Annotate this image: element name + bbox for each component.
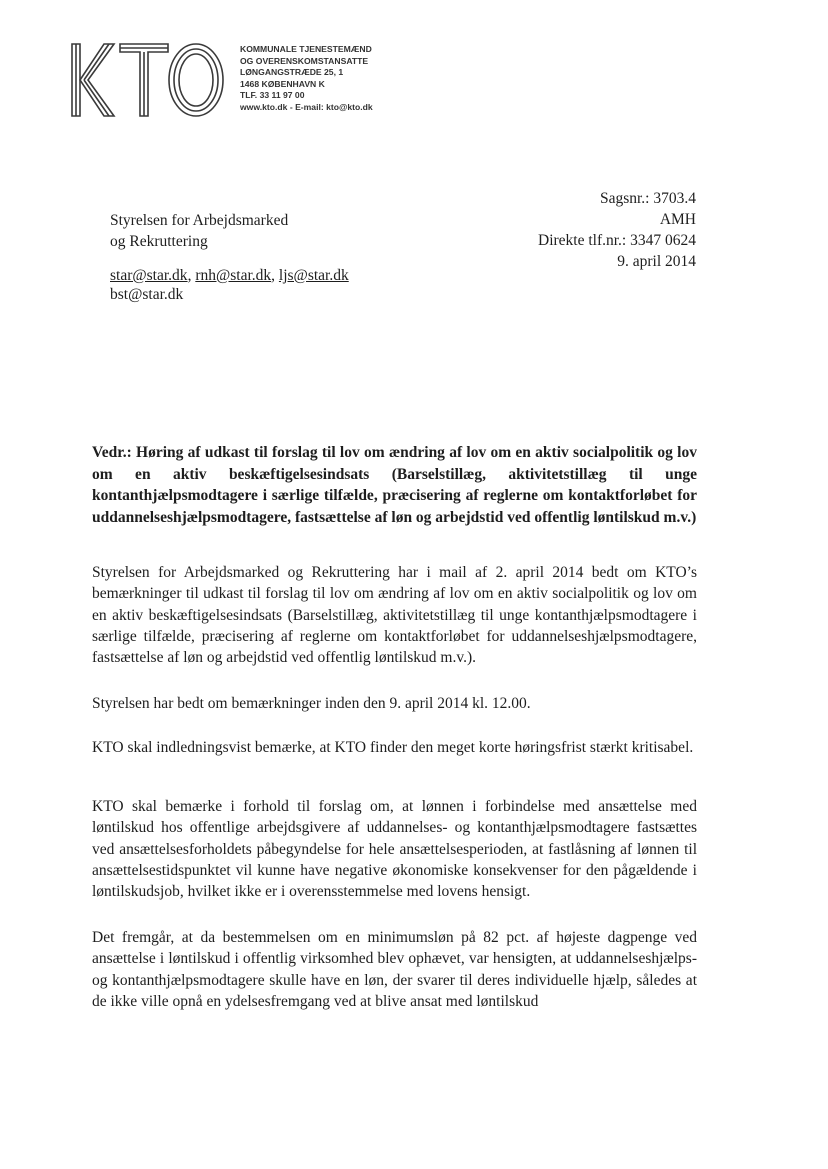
- email-link[interactable]: rnh@star.dk: [195, 267, 272, 284]
- email-link[interactable]: star@star.dk: [110, 267, 188, 284]
- recipient-line: Styrelsen for Arbejdsmarked: [110, 212, 289, 229]
- org-line: TLF. 33 11 97 00: [240, 90, 305, 100]
- recipient-line: og Rekruttering: [110, 233, 208, 250]
- org-address-block: [240, 44, 373, 113]
- initials: AMH: [659, 211, 696, 228]
- recipient-block: [110, 210, 288, 252]
- body-paragraph: Det fremgår, at da bestemmelsen om en minimumsløn på 82 pct. af højeste dagpenge ved ansættelse i løntilskud i offentlig virksomhed blev ophævet, var hensigten, at uddannelseshjælps- og kontanthjælpsmodtagere skulle have en løn, der svarer til deres individuelle hjælp, således at de ikke ville opnå en ydelsesfremgang ved at blive ansat med løntilskud: [92, 929, 697, 1010]
- org-line: 1468 KØBENHAVN K: [240, 78, 325, 89]
- case-number: Sagsnr.: 3703.4: [599, 190, 696, 207]
- direct-phone: Direkte tlf.nr.: 3347 0624: [538, 232, 696, 249]
- letter-date: 9. april 2014: [617, 253, 696, 270]
- org-line: KOMMUNALE TJENESTEMÆND: [240, 44, 372, 54]
- kto-logo: [68, 40, 228, 120]
- email-link[interactable]: ljs@star.dk: [278, 267, 349, 284]
- subject-heading: Vedr.: Høring af udkast til forslag til lov om ændring af lov om en aktiv socialpolitik og lov om en aktiv beskæftigelsesindsats (Barselstillæg, aktivitetstillæg til unge kontanthjælpsmodtagere i særlige tilfælde, præcisering af reglerne om kontaktforløbet for uddannelseshjælpsmodtagere, fastsættelse af løn og arbejdstid ved offentlig løntilskud m.v.): [92, 444, 697, 526]
- body-paragraph: KTO skal bemærke i forhold til forslag om, at lønnen i forbindelse med ansættelse med løntilskud hos offentlige arbejdsgivere af uddannelses- og kontanthjælpsmodtagere fastsættes ved ansættelsesforholdets påbegyndelse for hele ansættelsesperioden, at fastlåsning af lønnen til ansættelsestidspunktet vil kunne have negative økonomiske konsekvenser for den pågældende i løntilskudsjob, hvilket ikke er i overensstemmelse med lovens hensigt.: [92, 798, 697, 901]
- case-meta-block: [538, 188, 696, 272]
- email-list: star@star.dk, rnh@star.dk, ljs@star.dk bst@star.dk: [110, 267, 349, 303]
- body-paragraph: Styrelsen for Arbejdsmarked og Rekruttering har i mail af 2. april 2014 bedt om KTO’s bemærkninger til udkast til forslag til lov om ændring af lov om en aktiv socialpolitik og lov om en aktiv beskæftigelsesindsats (Barselstillæg, aktivitetstillæg til unge kontanthjælpsmodtagere i særlige tilfælde, præcisering af reglerne om kontaktforløbet for uddannelseshjælpsmodtagere, fastsættelse af løn og arbejdstid ved offentlig løntilskud m.v.).: [92, 564, 697, 667]
- body-paragraph: Styrelsen har bedt om bemærkninger inden den 9. april 2014 kl. 12.00.: [92, 695, 531, 712]
- org-line: LØNGANGSTRÆDE 25, 1: [240, 67, 344, 77]
- email-text: bst@star.dk: [110, 286, 184, 303]
- body-paragraph: KTO skal indledningsvist bemærke, at KTO finder den meget korte høringsfrist stærkt kritisabel.: [92, 739, 694, 756]
- org-line: OG OVERENSKOMSTANSATTE: [240, 55, 369, 66]
- org-line: www.kto.dk - E-mail: kto@kto.dk: [240, 101, 373, 112]
